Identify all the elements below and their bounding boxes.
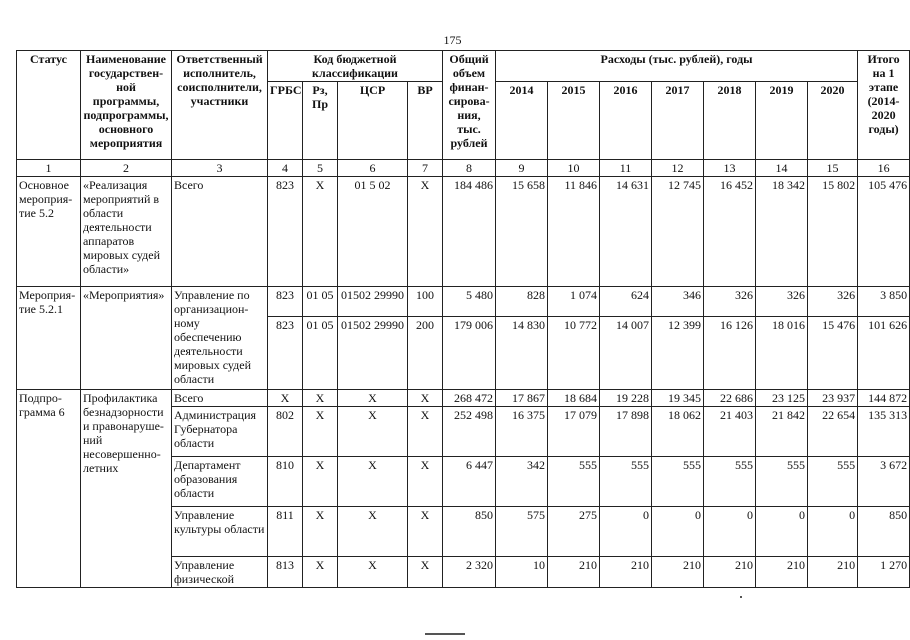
header-budget-code: Код бюджетной классификации [268, 51, 443, 82]
cell-2014: 10 [496, 557, 548, 588]
cell-2019: 555 [756, 457, 808, 507]
cell-rzpr: 01 05 [303, 287, 338, 317]
column-number: 10 [548, 160, 600, 177]
cell-grbs: 802 [268, 407, 303, 457]
cell-2016: 555 [600, 457, 652, 507]
cell-2020: 0 [808, 507, 858, 557]
cell-grbs: 813 [268, 557, 303, 588]
cell-2016: 14 631 [600, 177, 652, 287]
cell-grbs: 823 [268, 177, 303, 287]
cell-csr: 01 5 02 [338, 177, 408, 287]
row-executor: Управление по организацион-ному обеспечению деятельности мировых судей области [172, 287, 268, 390]
cell-total: 5 480 [443, 287, 496, 317]
column-number: 14 [756, 160, 808, 177]
row-status: Основное мероприя-тие 5.2 [17, 177, 81, 287]
column-number: 11 [600, 160, 652, 177]
cell-total: 2 320 [443, 557, 496, 588]
column-number: 2 [81, 160, 172, 177]
header-status: Статус [17, 51, 81, 160]
column-number: 13 [704, 160, 756, 177]
row-executor: Администрация Губернатора области [172, 407, 268, 457]
cell-2016: 17 898 [600, 407, 652, 457]
cell-rzpr: Х [303, 557, 338, 588]
header-grbs: ГРБС [268, 82, 303, 160]
cell-2019: 18 016 [756, 317, 808, 390]
table-row [17, 177, 910, 287]
cell-stage-total: 135 313 [858, 407, 910, 457]
cell-2014: 828 [496, 287, 548, 317]
column-number: 6 [338, 160, 408, 177]
row-executor: Всего [172, 177, 268, 287]
cell-2020: 15 802 [808, 177, 858, 287]
row-status: Подпро-грамма 6 [17, 390, 81, 588]
cell-2018: 555 [704, 457, 756, 507]
cell-2017: 18 062 [652, 407, 704, 457]
cell-vr: Х [408, 407, 443, 457]
row-name: «Реализация мероприятий в области деятельности аппаратов мировых судей области» [81, 177, 172, 287]
column-number: 16 [858, 160, 910, 177]
cell-total: 850 [443, 507, 496, 557]
header-year-2014: 2014 [496, 82, 548, 160]
column-number: 8 [443, 160, 496, 177]
row-name: Профилактика безнадзорности и правонаруше-ний несовершенно-летних [81, 390, 172, 588]
cell-csr: Х [338, 557, 408, 588]
cell-vr: Х [408, 507, 443, 557]
row-executor: Департамент образования области [172, 457, 268, 507]
cell-2018: 22 686 [704, 390, 756, 407]
cell-2014: 14 830 [496, 317, 548, 390]
header-total-volume: Общий объем финан-сирова-ния, тыс. рублей [443, 51, 496, 160]
cell-stage-total: 3 850 [858, 287, 910, 317]
cell-2015: 17 079 [548, 407, 600, 457]
cell-rzpr: 01 05 [303, 317, 338, 390]
cell-vr: 200 [408, 317, 443, 390]
cell-2018: 16 126 [704, 317, 756, 390]
cell-2019: 0 [756, 507, 808, 557]
cell-rzpr: Х [303, 407, 338, 457]
column-number: 9 [496, 160, 548, 177]
cell-2016: 210 [600, 557, 652, 588]
cell-2019: 210 [756, 557, 808, 588]
cell-grbs: 811 [268, 507, 303, 557]
cell-stage-total: 1 270 [858, 557, 910, 588]
scan-mark [740, 596, 742, 598]
cell-2019: 326 [756, 287, 808, 317]
cell-vr: 100 [408, 287, 443, 317]
column-number: 3 [172, 160, 268, 177]
row-executor: Управление физической [172, 557, 268, 588]
cell-2019: 18 342 [756, 177, 808, 287]
cell-2017: 12 745 [652, 177, 704, 287]
scan-mark [425, 633, 465, 635]
header-rzpr: Рз, Пр [303, 82, 338, 160]
column-number: 5 [303, 160, 338, 177]
cell-2018: 0 [704, 507, 756, 557]
cell-total: 184 486 [443, 177, 496, 287]
cell-2014: 15 658 [496, 177, 548, 287]
cell-total: 179 006 [443, 317, 496, 390]
row-executor: Всего [172, 390, 268, 407]
header-year-2016: 2016 [600, 82, 652, 160]
page-number: 175 [443, 33, 462, 47]
cell-2017: 555 [652, 457, 704, 507]
header-year-2017: 2017 [652, 82, 704, 160]
cell-2015: 11 846 [548, 177, 600, 287]
cell-rzpr: Х [303, 390, 338, 407]
cell-csr: Х [338, 390, 408, 407]
header-year-2020: 2020 [808, 82, 858, 160]
cell-vr: Х [408, 457, 443, 507]
row-executor: Управление культуры области [172, 507, 268, 557]
cell-stage-total: 3 672 [858, 457, 910, 507]
cell-grbs: 823 [268, 287, 303, 317]
cell-csr: Х [338, 457, 408, 507]
cell-2015: 275 [548, 507, 600, 557]
cell-2019: 21 842 [756, 407, 808, 457]
cell-csr: Х [338, 407, 408, 457]
header-expenses: Расходы (тыс. рублей), годы [496, 51, 858, 82]
cell-grbs: Х [268, 390, 303, 407]
cell-2016: 624 [600, 287, 652, 317]
cell-grbs: 823 [268, 317, 303, 390]
cell-vr: Х [408, 177, 443, 287]
cell-2020: 22 654 [808, 407, 858, 457]
column-number: 1 [17, 160, 81, 177]
cell-2017: 346 [652, 287, 704, 317]
cell-rzpr: Х [303, 507, 338, 557]
cell-csr: 01502 29990 [338, 317, 408, 390]
header-name: Наименование государствен-ной программы, подпрограммы, основного мероприятия [81, 51, 172, 160]
cell-2017: 12 399 [652, 317, 704, 390]
row-status: Мероприя-тие 5.2.1 [17, 287, 81, 390]
cell-vr: Х [408, 557, 443, 588]
header-stage-total: Итого на 1 этапе (2014-2020 годы) [858, 51, 910, 160]
header-vr: ВР [408, 82, 443, 160]
cell-csr: 01502 29990 [338, 287, 408, 317]
cell-2016: 0 [600, 507, 652, 557]
cell-total: 252 498 [443, 407, 496, 457]
column-number: 12 [652, 160, 704, 177]
header-year-2019: 2019 [756, 82, 808, 160]
cell-2015: 1 074 [548, 287, 600, 317]
cell-stage-total: 850 [858, 507, 910, 557]
cell-2014: 16 375 [496, 407, 548, 457]
cell-vr: Х [408, 390, 443, 407]
column-number: 4 [268, 160, 303, 177]
cell-stage-total: 105 476 [858, 177, 910, 287]
cell-csr: Х [338, 507, 408, 557]
cell-2018: 210 [704, 557, 756, 588]
cell-total: 268 472 [443, 390, 496, 407]
table-row [17, 287, 910, 317]
row-name: «Мероприятия» [81, 287, 172, 390]
cell-2020: 555 [808, 457, 858, 507]
cell-2017: 210 [652, 557, 704, 588]
cell-stage-total: 101 626 [858, 317, 910, 390]
cell-2018: 326 [704, 287, 756, 317]
column-number: 15 [808, 160, 858, 177]
cell-2015: 210 [548, 557, 600, 588]
header-year-2015: 2015 [548, 82, 600, 160]
cell-2020: 326 [808, 287, 858, 317]
cell-2014: 342 [496, 457, 548, 507]
cell-2017: 0 [652, 507, 704, 557]
cell-2018: 21 403 [704, 407, 756, 457]
cell-2017: 19 345 [652, 390, 704, 407]
cell-2016: 14 007 [600, 317, 652, 390]
column-number-row [17, 160, 910, 177]
cell-grbs: 810 [268, 457, 303, 507]
cell-2015: 18 684 [548, 390, 600, 407]
cell-2020: 210 [808, 557, 858, 588]
cell-2015: 555 [548, 457, 600, 507]
cell-2014: 575 [496, 507, 548, 557]
budget-table [16, 50, 910, 588]
cell-2015: 10 772 [548, 317, 600, 390]
cell-rzpr: Х [303, 457, 338, 507]
cell-stage-total: 144 872 [858, 390, 910, 407]
cell-2020: 15 476 [808, 317, 858, 390]
cell-2018: 16 452 [704, 177, 756, 287]
cell-total: 6 447 [443, 457, 496, 507]
cell-2019: 23 125 [756, 390, 808, 407]
header-executor: Ответственный исполнитель, соисполнители, участники [172, 51, 268, 160]
column-number: 7 [408, 160, 443, 177]
header-csr: ЦСР [338, 82, 408, 160]
header-row-1 [17, 51, 910, 82]
cell-2014: 17 867 [496, 390, 548, 407]
table-row [17, 390, 910, 407]
cell-2016: 19 228 [600, 390, 652, 407]
cell-rzpr: Х [303, 177, 338, 287]
header-year-2018: 2018 [704, 82, 756, 160]
cell-2020: 23 937 [808, 390, 858, 407]
